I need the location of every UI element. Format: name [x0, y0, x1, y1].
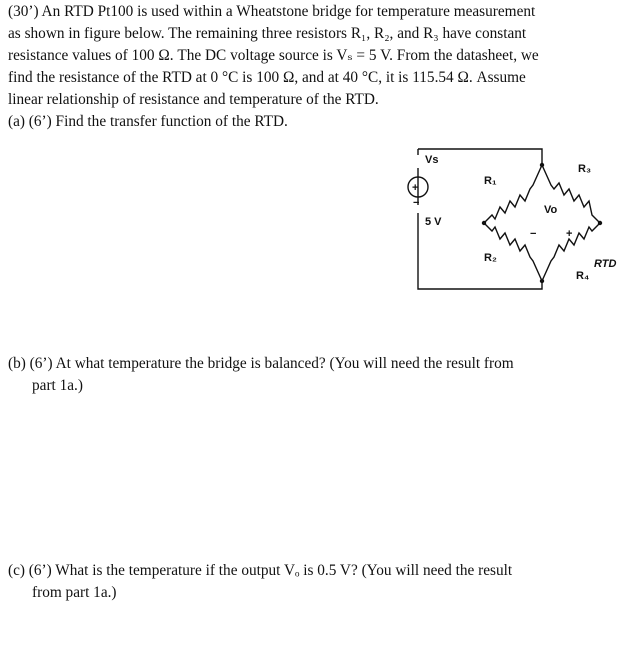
left-node-icon [482, 221, 486, 225]
bottom-node-icon [540, 279, 544, 283]
intro-line-1: (30’) An RTD Pt100 is used within a Wheatstone bridge for temperature measurement [8, 3, 536, 20]
source-value: 5 V [425, 216, 442, 228]
part-b-line-1: (b) (6’) At what temperature the bridge is balanced? (You will need the result from [8, 355, 514, 372]
rtd-label: RTD [594, 258, 617, 270]
right-node-icon [598, 221, 602, 225]
r3-label: R₃ [578, 163, 592, 175]
r4-label: R₄ [576, 270, 590, 282]
r2-label: R₂ [484, 252, 497, 264]
vo-plus-sign: + [566, 228, 573, 240]
r1-resistor-icon [484, 165, 542, 223]
source-minus-sign: − [413, 197, 420, 209]
r1-label: R₁ [484, 175, 497, 187]
source-plus-sign: + [412, 182, 419, 194]
part-c-line-1: (c) (6’) What is the temperature if the output Vₒ is 0.5 V? (You will need the result [8, 562, 513, 579]
part-b-line-2: part 1a.) [32, 377, 83, 394]
intro-line-5: linear relationship of resistance and temperature of the RTD. [8, 91, 379, 108]
part-b-question [8, 353, 620, 397]
intro-line-3: resistance values of 100 Ω. The DC voltage source is Vₛ = 5 V. From the datasheet, we [8, 47, 539, 64]
vs-label: Vs [425, 154, 439, 166]
intro-line-4: find the resistance of the RTD at 0 °C is 100 Ω, and at 40 °C, it is 115.54 Ω. Assume [8, 69, 526, 86]
intro-line-2: as shown in figure below. The remaining three resistors R₁, R₂, and R₃ have constant [8, 25, 527, 42]
part-c-question [8, 560, 620, 604]
wheatstone-bridge-diagram [380, 143, 627, 303]
top-node-icon [540, 163, 544, 167]
problem-intro [8, 1, 620, 133]
vo-label: Vo [544, 204, 558, 216]
part-c-line-2: from part 1a.) [32, 584, 117, 601]
part-a-question: (a) (6’) Find the transfer function of the RTD. [8, 113, 288, 130]
vo-minus-sign: − [530, 228, 537, 240]
